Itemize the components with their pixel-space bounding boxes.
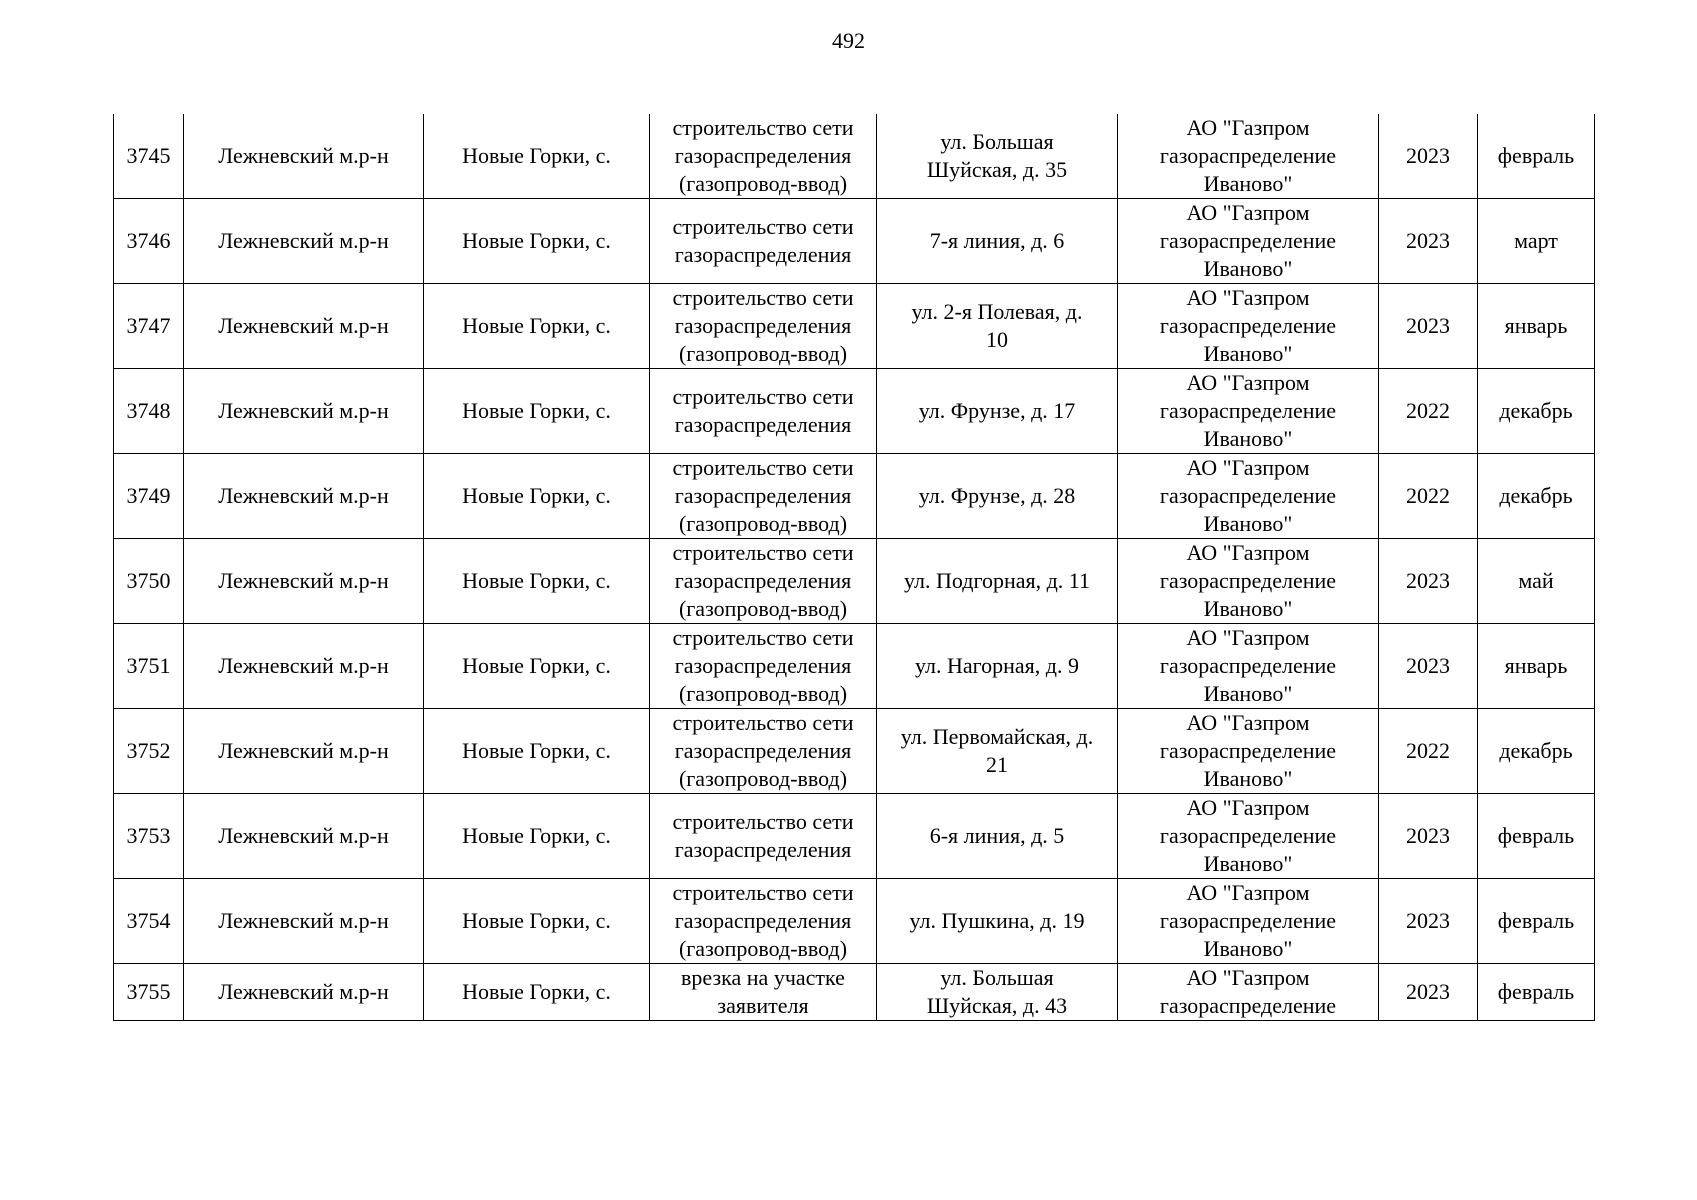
settlement-cell: Новые Горки, с. bbox=[424, 369, 650, 454]
organization-cell: АО "Газпром газораспределение Иваново" bbox=[1118, 879, 1379, 964]
organization-cell: АО "Газпром газораспределение Иваново" bbox=[1118, 114, 1379, 199]
row-number-cell: 3748 bbox=[114, 369, 184, 454]
district-cell: Лежневский м.р-н bbox=[184, 114, 424, 199]
year-cell: 2023 bbox=[1379, 114, 1478, 199]
district-cell: Лежневский м.р-н bbox=[184, 284, 424, 369]
year-cell: 2023 bbox=[1379, 794, 1478, 879]
settlement-cell: Новые Горки, с. bbox=[424, 454, 650, 539]
organization-cell: АО "Газпром газораспределение Иваново" bbox=[1118, 454, 1379, 539]
table-row bbox=[114, 369, 1595, 454]
settlement-cell: Новые Горки, с. bbox=[424, 794, 650, 879]
row-number-cell: 3749 bbox=[114, 454, 184, 539]
settlement-cell: Новые Горки, с. bbox=[424, 624, 650, 709]
organization-cell: АО "Газпром газораспределение Иваново" bbox=[1118, 624, 1379, 709]
table-row bbox=[114, 539, 1595, 624]
month-cell: февраль bbox=[1478, 794, 1595, 879]
address-cell: ул. Первомайская, д. 21 bbox=[877, 709, 1118, 794]
month-cell: декабрь bbox=[1478, 369, 1595, 454]
address-cell: ул. Фрунзе, д. 28 bbox=[877, 454, 1118, 539]
year-cell: 2023 bbox=[1379, 879, 1478, 964]
district-cell: Лежневский м.р-н bbox=[184, 199, 424, 284]
address-cell: 6-я линия, д. 5 bbox=[877, 794, 1118, 879]
month-cell: декабрь bbox=[1478, 709, 1595, 794]
row-number-cell: 3747 bbox=[114, 284, 184, 369]
work-type-cell: строительство сети газораспределения bbox=[650, 199, 877, 284]
table-row bbox=[114, 794, 1595, 879]
month-cell: январь bbox=[1478, 624, 1595, 709]
table-row bbox=[114, 624, 1595, 709]
address-cell: ул. Пушкина, д. 19 bbox=[877, 879, 1118, 964]
settlement-cell: Новые Горки, с. bbox=[424, 709, 650, 794]
address-cell: 7-я линия, д. 6 bbox=[877, 199, 1118, 284]
year-cell: 2022 bbox=[1379, 369, 1478, 454]
page-number: 492 bbox=[832, 28, 865, 53]
address-cell: ул. 2-я Полевая, д. 10 bbox=[877, 284, 1118, 369]
address-cell: ул. Подгорная, д. 11 bbox=[877, 539, 1118, 624]
settlement-cell: Новые Горки, с. bbox=[424, 879, 650, 964]
year-cell: 2023 bbox=[1379, 964, 1478, 1021]
organization-cell: АО "Газпром газораспределение bbox=[1118, 964, 1379, 1021]
organization-cell: АО "Газпром газораспределение Иваново" bbox=[1118, 709, 1379, 794]
year-cell: 2023 bbox=[1379, 284, 1478, 369]
organization-cell: АО "Газпром газораспределение Иваново" bbox=[1118, 284, 1379, 369]
organization-cell: АО "Газпром газораспределение Иваново" bbox=[1118, 369, 1379, 454]
district-cell: Лежневский м.р-н bbox=[184, 369, 424, 454]
registry-table bbox=[113, 114, 1595, 1021]
settlement-cell: Новые Горки, с. bbox=[424, 284, 650, 369]
district-cell: Лежневский м.р-н bbox=[184, 624, 424, 709]
district-cell: Лежневский м.р-н bbox=[184, 539, 424, 624]
settlement-cell: Новые Горки, с. bbox=[424, 114, 650, 199]
settlement-cell: Новые Горки, с. bbox=[424, 199, 650, 284]
table-row bbox=[114, 709, 1595, 794]
address-cell: ул. Большая Шуйская, д. 35 bbox=[877, 114, 1118, 199]
district-cell: Лежневский м.р-н bbox=[184, 454, 424, 539]
work-type-cell: строительство сети газораспределения (газопровод-ввод) bbox=[650, 624, 877, 709]
month-cell: май bbox=[1478, 539, 1595, 624]
work-type-cell: строительство сети газораспределения bbox=[650, 794, 877, 879]
row-number-cell: 3755 bbox=[114, 964, 184, 1021]
work-type-cell: строительство сети газораспределения (газопровод-ввод) bbox=[650, 114, 877, 199]
address-cell: ул. Нагорная, д. 9 bbox=[877, 624, 1118, 709]
work-type-cell: строительство сети газораспределения (газопровод-ввод) bbox=[650, 709, 877, 794]
table-row bbox=[114, 114, 1595, 199]
month-cell: февраль bbox=[1478, 964, 1595, 1021]
work-type-cell: строительство сети газораспределения (газопровод-ввод) bbox=[650, 454, 877, 539]
month-cell: февраль bbox=[1478, 114, 1595, 199]
month-cell: январь bbox=[1478, 284, 1595, 369]
district-cell: Лежневский м.р-н bbox=[184, 709, 424, 794]
settlement-cell: Новые Горки, с. bbox=[424, 539, 650, 624]
table-row bbox=[114, 964, 1595, 1021]
month-cell: март bbox=[1478, 199, 1595, 284]
settlement-cell: Новые Горки, с. bbox=[424, 964, 650, 1021]
year-cell: 2022 bbox=[1379, 709, 1478, 794]
organization-cell: АО "Газпром газораспределение Иваново" bbox=[1118, 199, 1379, 284]
address-cell: ул. Большая Шуйская, д. 43 bbox=[877, 964, 1118, 1021]
table-row bbox=[114, 284, 1595, 369]
row-number-cell: 3754 bbox=[114, 879, 184, 964]
work-type-cell: врезка на участке заявителя bbox=[650, 964, 877, 1021]
year-cell: 2023 bbox=[1379, 624, 1478, 709]
row-number-cell: 3746 bbox=[114, 199, 184, 284]
table-row bbox=[114, 879, 1595, 964]
district-cell: Лежневский м.р-н bbox=[184, 794, 424, 879]
month-cell: февраль bbox=[1478, 879, 1595, 964]
row-number-cell: 3750 bbox=[114, 539, 184, 624]
work-type-cell: строительство сети газораспределения (газопровод-ввод) bbox=[650, 539, 877, 624]
organization-cell: АО "Газпром газораспределение Иваново" bbox=[1118, 794, 1379, 879]
year-cell: 2023 bbox=[1379, 539, 1478, 624]
organization-cell: АО "Газпром газораспределение Иваново" bbox=[1118, 539, 1379, 624]
work-type-cell: строительство сети газораспределения bbox=[650, 369, 877, 454]
row-number-cell: 3752 bbox=[114, 709, 184, 794]
table-row bbox=[114, 454, 1595, 539]
work-type-cell: строительство сети газораспределения (газопровод-ввод) bbox=[650, 284, 877, 369]
row-number-cell: 3751 bbox=[114, 624, 184, 709]
address-cell: ул. Фрунзе, д. 17 bbox=[877, 369, 1118, 454]
year-cell: 2023 bbox=[1379, 199, 1478, 284]
district-cell: Лежневский м.р-н bbox=[184, 879, 424, 964]
row-number-cell: 3745 bbox=[114, 114, 184, 199]
work-type-cell: строительство сети газораспределения (газопровод-ввод) bbox=[650, 879, 877, 964]
table-row bbox=[114, 199, 1595, 284]
district-cell: Лежневский м.р-н bbox=[184, 964, 424, 1021]
row-number-cell: 3753 bbox=[114, 794, 184, 879]
year-cell: 2022 bbox=[1379, 454, 1478, 539]
month-cell: декабрь bbox=[1478, 454, 1595, 539]
